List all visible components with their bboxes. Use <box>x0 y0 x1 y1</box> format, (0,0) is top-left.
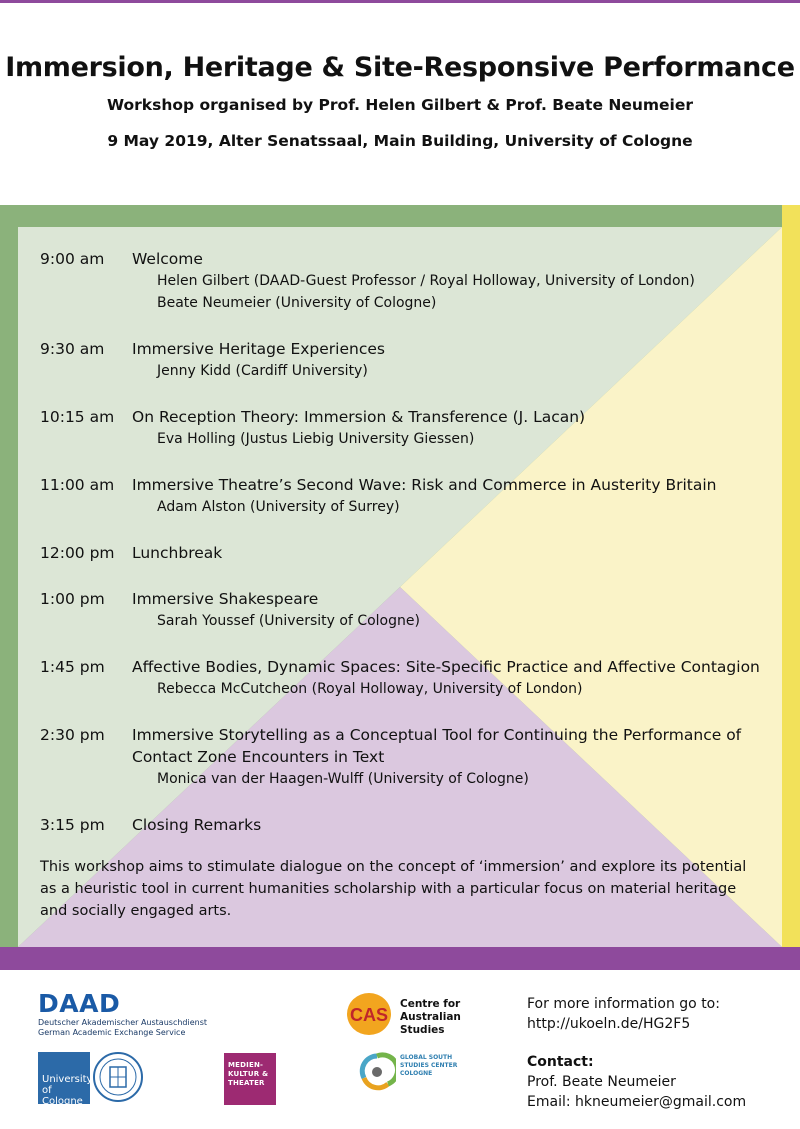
medienkultur-theater-logo <box>224 1053 276 1105</box>
program-slot <box>40 656 770 700</box>
university-seal-icon <box>92 1051 144 1103</box>
svg-text:CAS: CAS <box>349 1005 389 1025</box>
cas-line-1: Centre for <box>400 998 461 1010</box>
contact-info <box>527 994 746 1112</box>
contact-name: Prof. Beate Neumeier <box>527 1074 676 1090</box>
slot-body <box>132 724 770 790</box>
uoc-line-1: University <box>42 1074 93 1085</box>
program-slot <box>40 338 770 382</box>
cas-wordmark <box>400 998 480 1037</box>
date-location: 9 May 2019, Alter Senatssaal, Main Building, University of Cologne <box>107 132 693 150</box>
header <box>0 52 800 150</box>
slot-time: 2:30 pm <box>40 726 105 744</box>
slot-speaker: Helen Gilbert (DAAD-Guest Professor / Royal Holloway, University of London) <box>157 273 695 289</box>
slot-speaker: Jenny Kidd (Cardiff University) <box>157 363 368 379</box>
gssc-logo <box>358 1052 458 1098</box>
frame-purple-bar <box>0 947 800 970</box>
slot-time: 1:00 pm <box>40 590 105 608</box>
slot-title: Lunchbreak <box>132 544 223 562</box>
daad-tagline-en: German Academic Exchange Service <box>38 1028 186 1037</box>
medien-line-1: MEDIEN- <box>228 1061 264 1069</box>
gssc-line-1: GLOBAL SOUTH <box>400 1054 453 1061</box>
university-of-cologne-logo <box>38 1052 93 1107</box>
slot-body <box>132 474 770 518</box>
slot-body <box>132 248 770 314</box>
slot-time: 9:30 am <box>40 340 105 358</box>
gssc-wordmark <box>400 1054 480 1078</box>
slot-body <box>132 588 770 632</box>
gssc-line-2: STUDIES CENTER <box>400 1062 458 1069</box>
top-accent-line <box>0 0 800 3</box>
page-title: Immersion, Heritage & Site-Responsive Performance <box>5 52 795 83</box>
slot-speaker: Eva Holling (Justus Liebig University Giessen) <box>157 431 475 447</box>
slot-title: Immersive Heritage Experiences <box>132 340 385 358</box>
slot-title: Closing Remarks <box>132 816 262 834</box>
info-link[interactable]: http://ukoeln.de/HG2F5 <box>527 1016 691 1032</box>
slot-title: Affective Bodies, Dynamic Spaces: Site-Specific Practice and Affective Contagion <box>132 658 760 676</box>
gssc-line-3: COLOGNE <box>400 1070 433 1077</box>
cas-line-3: Studies <box>400 1024 445 1036</box>
program-slot <box>40 814 770 836</box>
slot-title: Immersive Shakespeare <box>132 590 319 608</box>
contact-heading: Contact: <box>527 1054 594 1070</box>
cas-logo <box>346 992 461 1040</box>
program-slot <box>40 406 770 450</box>
slot-body <box>132 338 770 382</box>
slot-time: 10:15 am <box>40 408 115 426</box>
contact-email[interactable]: Email: hkneumeier@gmail.com <box>527 1094 747 1110</box>
frame-yellow-edge <box>782 205 800 970</box>
program-slot <box>40 588 770 632</box>
daad-wordmark: DAAD <box>38 989 121 1018</box>
slot-speaker: Rebecca McCutcheon (Royal Holloway, University of London) <box>157 681 583 697</box>
daad-logo <box>38 989 207 1038</box>
slot-time: 11:00 am <box>40 476 115 494</box>
medien-line-2: KULTUR & <box>228 1070 269 1078</box>
cas-emblem-icon <box>346 992 396 1036</box>
program-slot <box>40 724 770 790</box>
slot-title: On Reception Theory: Immersion & Transference (J. Lacan) <box>132 408 586 426</box>
organisers: Workshop organised by Prof. Helen Gilbert & Prof. Beate Neumeier <box>106 96 694 114</box>
slot-body <box>132 542 770 564</box>
slot-speaker: Beate Neumeier (University of Cologne) <box>157 295 437 311</box>
slot-title: Immersive Theatre’s Second Wave: Risk and Commerce in Austerity Britain <box>132 476 717 494</box>
footer <box>0 980 800 1129</box>
program-slot <box>40 542 770 564</box>
program-slot <box>40 474 770 518</box>
program-schedule <box>40 248 770 836</box>
program-slot <box>40 248 770 314</box>
slot-speaker: Sarah Youssef (University of Cologne) <box>157 613 420 629</box>
cas-line-2: Australian <box>400 1011 461 1023</box>
slot-time: 9:00 am <box>40 250 105 268</box>
daad-tagline-de: Deutscher Akademischer Austauschdienst <box>38 1018 208 1027</box>
slot-title: Welcome <box>132 250 203 268</box>
slot-time: 1:45 pm <box>40 658 105 676</box>
slot-time: 3:15 pm <box>40 816 105 834</box>
uoc-line-2: of Cologne <box>42 1085 83 1107</box>
slot-body <box>132 406 770 450</box>
slot-time: 12:00 pm <box>40 544 115 562</box>
workshop-description: This workshop aims to stimulate dialogue on the concept of ‘immersion’ and explore its potential as a heuristic tool in current humanities scholarship with a particular focus on material heritage and socially engaged arts. <box>40 859 747 919</box>
slot-speaker: Adam Alston (University of Surrey) <box>157 499 400 515</box>
slot-body <box>132 656 770 700</box>
slot-body <box>132 814 770 836</box>
slot-speaker: Monica van der Haagen-Wulff (University of Cologne) <box>157 771 529 787</box>
slot-title: Immersive Storytelling as a Conceptual Tool for Continuing the Performance of Contact Zone Encounters in Text <box>132 726 742 766</box>
gssc-emblem-icon <box>358 1052 396 1094</box>
medien-line-3: THEATER <box>228 1079 265 1087</box>
more-info-label: For more information go to: <box>527 996 720 1012</box>
